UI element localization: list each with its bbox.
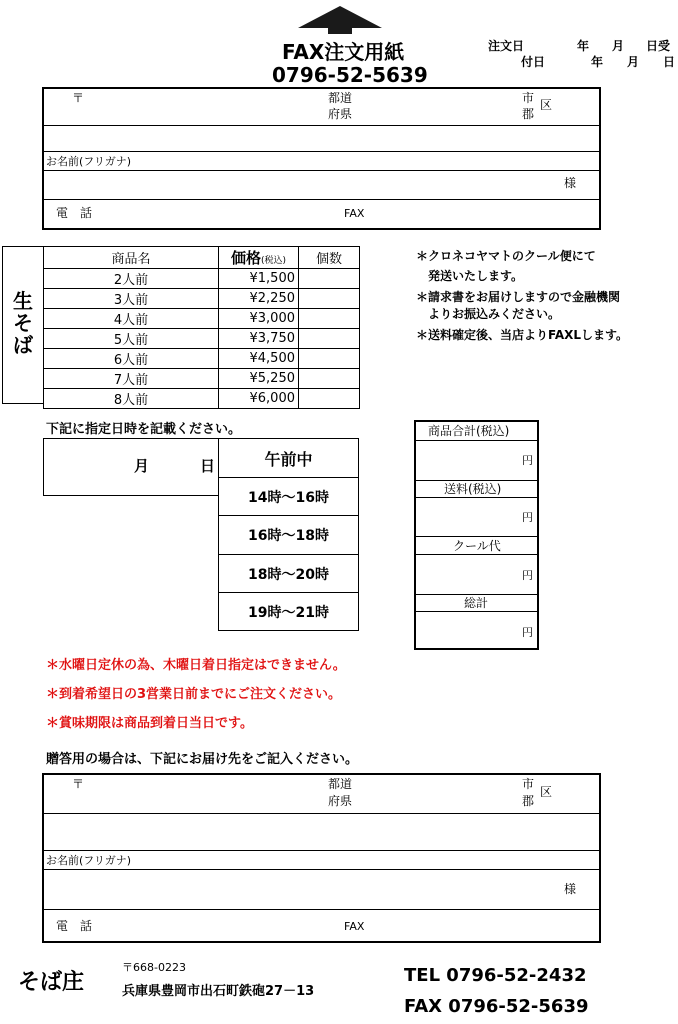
shop-postal: 〒668-0223 (122, 961, 186, 974)
qty-input[interactable] (299, 269, 360, 289)
postal-mark: 〒 (72, 91, 85, 105)
warning-line: ＊賞味期限は商品到着日当日です。 (46, 716, 253, 731)
time-slot[interactable]: 16時～18時 (218, 515, 359, 555)
note-line: ＊送料確定後、当店よりFAXLします。 (416, 328, 629, 342)
fax-label: FAX (344, 920, 365, 933)
ward-label: 区 (540, 785, 553, 799)
phone-label: 電 話 (56, 206, 93, 220)
delivery-date-box[interactable] (43, 438, 219, 496)
sama-label: 様 (564, 882, 577, 896)
product-table (43, 246, 360, 409)
note-line: 発送いたします。 (416, 269, 524, 283)
phone-label: 電 話 (56, 919, 93, 933)
city-label-2: 郡 (522, 107, 535, 121)
fax-number: 0796-52-5639 (272, 63, 428, 87)
page-title: FAX注文用紙 (282, 40, 405, 64)
product-side-label: 生 そ ば (2, 246, 44, 404)
city-label-1: 市 (522, 91, 535, 105)
order-month: 月 (612, 39, 625, 53)
table-row: 7人前 ¥5,250 (44, 369, 360, 389)
table-row: 5人前 ¥3,750 (44, 329, 360, 349)
qty-input[interactable] (299, 289, 360, 309)
qty-input[interactable] (299, 349, 360, 369)
city-label-2: 郡 (522, 794, 535, 808)
customer-address-form (42, 87, 601, 230)
order-year: 年 (577, 39, 590, 53)
yen-unit: 円 (522, 626, 533, 639)
qty-input[interactable] (299, 309, 360, 329)
ward-label: 区 (540, 98, 553, 112)
time-slot[interactable]: 14時～16時 (218, 477, 359, 516)
table-row: 8人前 ¥6,000 (44, 389, 360, 409)
prefecture-label-2: 府県 (328, 107, 353, 121)
gift-instruction: 贈答用の場合は、下記にお届け先をご記入ください。 (46, 752, 359, 767)
col-name: 商品名 (44, 247, 219, 269)
recv-year: 年 (591, 55, 604, 69)
warning-line: ＊水曜日定休の為、木曜日着日指定はできません。 (46, 658, 346, 673)
subtotal-label: 商品合計(税込) (428, 424, 510, 438)
time-slot[interactable]: 19時～21時 (218, 592, 359, 631)
shop-name: そば庄 (18, 970, 85, 995)
shop-fax: FAX 0796-52-5639 (404, 996, 589, 1017)
gift-address-form (42, 773, 601, 943)
delivery-month: 月 (134, 457, 150, 475)
prefecture-label-1: 都道 (328, 91, 353, 105)
time-slot[interactable]: 18時～20時 (218, 554, 359, 593)
note-line: ＊請求書をお届けしますので金融機関 (416, 290, 621, 304)
table-row: 4人前 ¥3,000 (44, 309, 360, 329)
order-day-recv: 日受 (646, 39, 671, 53)
time-slot-morning[interactable]: 午前中 (218, 438, 359, 478)
yen-unit: 円 (522, 569, 533, 582)
table-row: 2人前 ¥1,500 (44, 269, 360, 289)
yen-unit: 円 (522, 454, 533, 467)
city-label-1: 市 (522, 777, 535, 791)
shop-address: 兵庫県豊岡市出石町鉄砲27－13 (122, 984, 315, 999)
sama-label: 様 (564, 176, 577, 190)
postal-mark: 〒 (72, 777, 85, 791)
prefecture-label-2: 府県 (328, 794, 353, 808)
yen-unit: 円 (522, 511, 533, 524)
recv-month: 月 (627, 55, 640, 69)
table-row: 6人前 ¥4,500 (44, 349, 360, 369)
qty-input[interactable] (299, 329, 360, 349)
qty-input[interactable] (299, 369, 360, 389)
col-price: 価格(税込) (219, 247, 299, 269)
name-label: お名前(フリガナ) (46, 854, 132, 867)
warning-line: ＊到着希望日の3営業日前までにご注文ください。 (46, 687, 342, 702)
note-line: よりお振込みください。 (416, 307, 561, 321)
name-label: お名前(フリガナ) (46, 155, 132, 168)
totals-box (414, 420, 539, 650)
col-qty: 個数 (299, 247, 360, 269)
shipping-label: 送料(税込) (444, 482, 502, 496)
prefecture-label-1: 都道 (328, 777, 353, 791)
order-date-label: 注文日 (488, 39, 525, 53)
fax-label: FAX (344, 207, 365, 220)
table-row: 3人前 ¥2,250 (44, 289, 360, 309)
qty-input[interactable] (299, 389, 360, 409)
total-label: 総計 (464, 596, 489, 610)
delivery-instruction: 下記に指定日時を記載ください。 (46, 422, 242, 437)
note-line: ＊クロネコヤマトのクール便にて (416, 249, 596, 263)
fax-arrow-icon (290, 4, 390, 36)
shop-tel: TEL 0796-52-2432 (404, 965, 587, 986)
delivery-day: 日 (200, 457, 216, 475)
cool-fee-label: クール代 (453, 539, 501, 553)
order-date-label-2: 付日 (521, 55, 546, 69)
recv-day: 日 (663, 55, 676, 69)
